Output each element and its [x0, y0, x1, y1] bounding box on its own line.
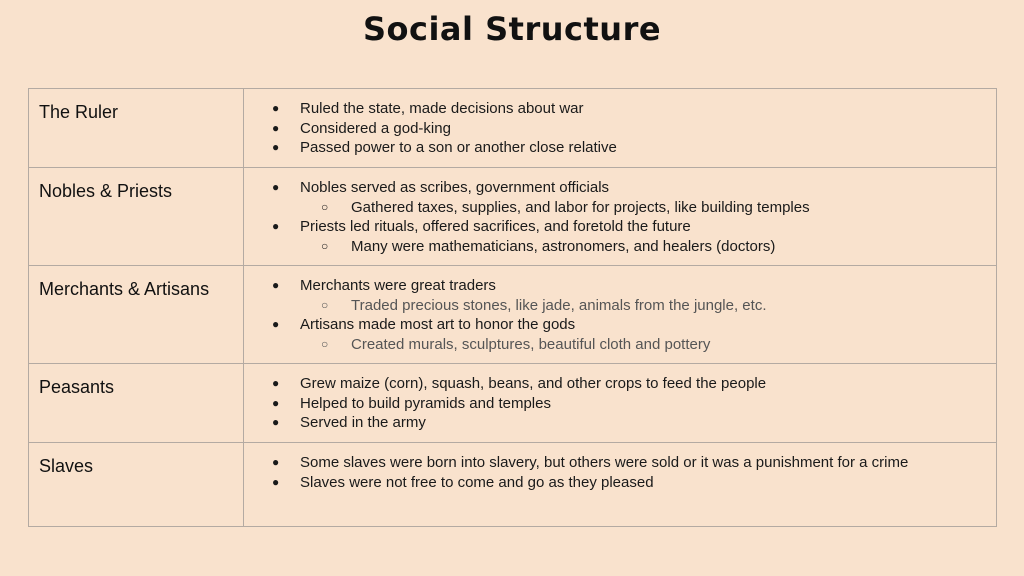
sub-list-item [300, 237, 996, 257]
list-item-text: Considered a god-king [300, 119, 451, 137]
row-label: Slaves [29, 443, 244, 527]
list-item-text: Artisans made most art to honor the gods [300, 316, 576, 334]
list-item [244, 374, 996, 394]
row-label: The Ruler [29, 89, 244, 168]
bullet-icon: ● [272, 219, 280, 234]
bullet-icon: ● [272, 180, 280, 194]
list-item [244, 453, 996, 473]
bullet-icon: ● [272, 120, 280, 135]
list-item [244, 473, 996, 493]
sub-list-item-text: Traded precious stones, like jade, animals from the jungle, etc. [351, 296, 767, 314]
sub-bullet-icon: ○ [321, 239, 329, 254]
bullet-icon: ● [272, 101, 280, 115]
sub-bullet-icon: ○ [321, 199, 329, 214]
row-details [244, 168, 997, 266]
bullet-icon: ● [272, 455, 280, 469]
bullet-list [244, 276, 996, 355]
list-item-text: Served in the army [300, 414, 426, 432]
list-item [244, 217, 996, 256]
table-row [29, 168, 997, 266]
sub-bullet-icon: ○ [321, 337, 329, 352]
sub-bullet-icon: ○ [321, 297, 329, 312]
bullet-list [244, 453, 996, 492]
row-details [244, 266, 997, 364]
sub-list-item-text: Created murals, sculptures, beautiful cloth and pottery [351, 336, 711, 354]
list-item-text: Ruled the state, made decisions about war [300, 100, 584, 117]
sub-bullet-list [300, 198, 996, 218]
sub-list-item-text: Many were mathematicians, astronomers, and healers (doctors) [351, 238, 776, 256]
bullet-icon: ● [272, 376, 280, 390]
table-row [29, 266, 997, 364]
bullet-list [244, 178, 996, 257]
bullet-icon: ● [272, 474, 280, 489]
list-item [244, 99, 996, 119]
bullet-icon: ● [272, 415, 280, 430]
bullet-list [244, 374, 996, 433]
list-item [244, 178, 996, 217]
sub-bullet-list [300, 335, 996, 355]
table-row [29, 364, 997, 443]
list-item-text: Some slaves were born into slavery, but others were sold or it was a punishment for a crime [300, 454, 909, 471]
sub-list-item [300, 198, 996, 218]
list-item [244, 119, 996, 139]
bullet-icon: ● [272, 317, 280, 332]
list-item-text: Nobles served as scribes, government officials [300, 179, 610, 196]
list-item [244, 413, 996, 433]
list-item [244, 276, 996, 315]
social-structure-table [28, 88, 997, 527]
list-item-text: Slaves were not free to come and go as they pleased [300, 473, 654, 491]
list-item-text: Merchants were great traders [300, 277, 496, 294]
bullet-list [244, 99, 996, 158]
bullet-icon: ● [272, 140, 280, 155]
sub-list-item [300, 335, 996, 355]
page-title: Social Structure [362, 10, 662, 48]
list-item-text: Helped to build pyramids and temples [300, 394, 551, 412]
table-row [29, 89, 997, 168]
bullet-icon: ● [272, 278, 280, 292]
row-label: Nobles & Priests [29, 168, 244, 266]
list-item [244, 315, 996, 354]
bullet-icon: ● [272, 395, 280, 410]
list-item-text: Grew maize (corn), squash, beans, and other crops to feed the people [300, 375, 767, 392]
sub-list-item [300, 296, 996, 316]
list-item-text: Passed power to a son or another close relative [300, 139, 617, 157]
row-details [244, 443, 997, 527]
list-item [244, 138, 996, 158]
row-details [244, 89, 997, 168]
sub-bullet-list [300, 237, 996, 257]
row-details [244, 364, 997, 443]
table-row [29, 443, 997, 527]
sub-list-item-text: Gathered taxes, supplies, and labor for projects, like building temples [351, 198, 810, 216]
list-item [244, 394, 996, 414]
list-item-text: Priests led rituals, offered sacrifices, and foretold the future [300, 218, 691, 236]
sub-bullet-list [300, 296, 996, 316]
row-label: Peasants [29, 364, 244, 443]
row-label: Merchants & Artisans [29, 266, 244, 364]
